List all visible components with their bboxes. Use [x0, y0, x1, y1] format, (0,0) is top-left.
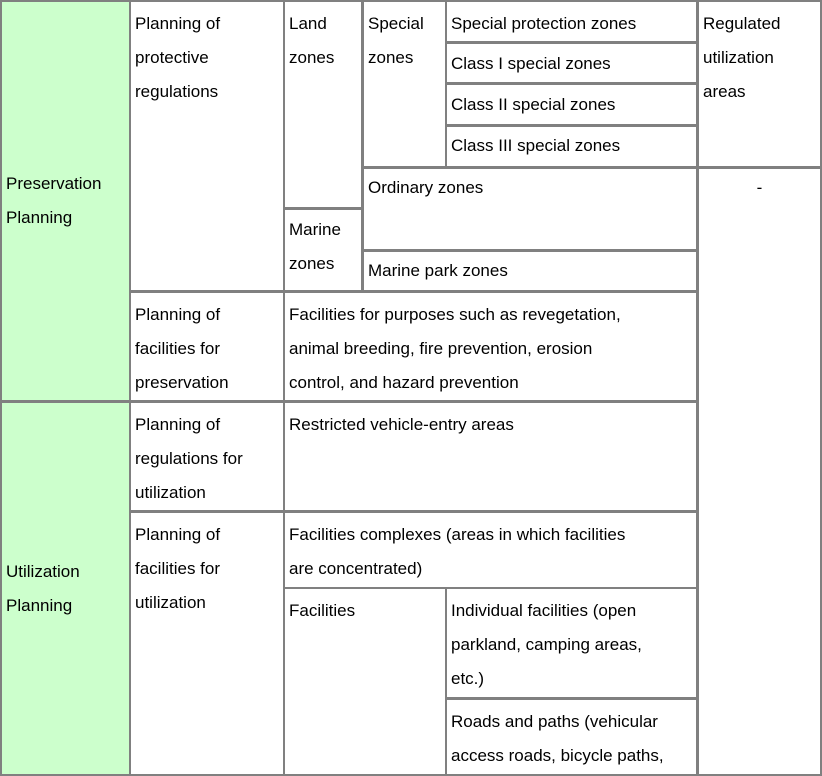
area-cell-ordinary-zones: [364, 169, 696, 249]
detail-line: Facilities for purposes such as revegetation,: [289, 305, 621, 324]
group-label-line: Utilization: [6, 561, 80, 581]
category-label-line: preservation: [135, 373, 229, 392]
group-label-utilization: [6, 555, 80, 623]
area-cell-special-zones: [364, 2, 445, 166]
category-label-line: utilization: [135, 593, 206, 612]
zone-class-label: Class II special zones: [451, 95, 616, 114]
area-label: Ordinary zones: [368, 178, 484, 197]
category-label-line: Planning of: [135, 14, 221, 33]
detail-line: Facilities: [289, 601, 356, 620]
group-label-line: Preservation: [6, 174, 102, 193]
detail-line: animal breeding, fire prevention, erosion: [289, 339, 593, 358]
detail-line: etc.): [451, 669, 485, 688]
detail-line: parkland, camping areas,: [451, 635, 642, 654]
detail-line: Individual facilities (open: [451, 601, 637, 620]
category-cell-facilities-preservation: [131, 293, 283, 400]
area-cell-marine-park-zones: [364, 252, 696, 290]
category-label-line: Planning of: [135, 525, 221, 544]
dash-text: -: [756, 178, 763, 197]
detail-cell-preservation-facilities: [285, 293, 696, 400]
note-line: areas: [703, 82, 746, 101]
category-label-line: facilities for: [135, 339, 221, 358]
category-label-line: utilization: [135, 483, 206, 502]
note-line: Regulated: [703, 14, 781, 33]
category-label-line: regulations for: [135, 449, 243, 468]
detail-cell-individual-facilities: [447, 589, 696, 697]
area-label-line: Land: [289, 14, 327, 33]
category-cell-regulations-utilization: [131, 403, 283, 510]
detail-line: Restricted vehicle-entry areas: [289, 415, 514, 434]
zone-class-cell: [447, 44, 696, 82]
detail-line: Roads and paths (vehicular: [451, 712, 658, 731]
group-label-line: Planning: [6, 595, 73, 615]
area-label-line: Marine: [289, 220, 341, 239]
detail-line: access roads, bicycle paths,: [451, 746, 664, 765]
area-cell-marine-zones: [285, 210, 361, 290]
area-label-line: zones: [289, 254, 335, 273]
zone-class-cell: [447, 2, 696, 41]
zone-class-cell: [447, 85, 696, 124]
detail-cell-roads-paths: [447, 700, 696, 774]
group-label-preservation: [6, 167, 101, 235]
detail-line: control, and hazard prevention: [289, 373, 519, 392]
category-cell-facilities-utilization: [131, 513, 283, 774]
detail-line: are concentrated): [289, 559, 423, 578]
note-line: utilization: [703, 48, 774, 67]
category-label-line: protective: [135, 48, 209, 67]
zone-class-label: Class III special zones: [451, 136, 621, 155]
group-cell-utilization: [2, 403, 129, 774]
dash-cell: [699, 169, 820, 774]
zone-class-cell: [447, 127, 696, 166]
zone-class-label: Special protection zones: [451, 14, 637, 33]
group-label-line: Planning: [6, 208, 73, 227]
area-label: Marine park zones: [368, 261, 508, 280]
area-cell-land-zones: [285, 2, 361, 207]
category-label-line: facilities for: [135, 559, 221, 578]
area-label-line: zones: [368, 48, 414, 67]
group-cell-preservation: [2, 2, 129, 400]
area-label-line: zones: [289, 48, 335, 67]
regulated-utilization-cell: [699, 2, 820, 166]
zone-class-label: Class I special zones: [451, 54, 611, 73]
detail-cell-restricted-vehicle: [285, 403, 696, 510]
detail-cell-facilities: [285, 589, 445, 774]
category-label-line: Planning of: [135, 415, 221, 434]
category-label-line: regulations: [135, 82, 219, 101]
category-cell-protective-regulations: [131, 2, 283, 290]
category-label-line: Planning of: [135, 305, 221, 324]
area-label-line: Special: [368, 14, 424, 33]
detail-line: Facilities complexes (areas in which facilities: [289, 525, 626, 544]
detail-cell-facilities-complexes: [285, 513, 696, 587]
